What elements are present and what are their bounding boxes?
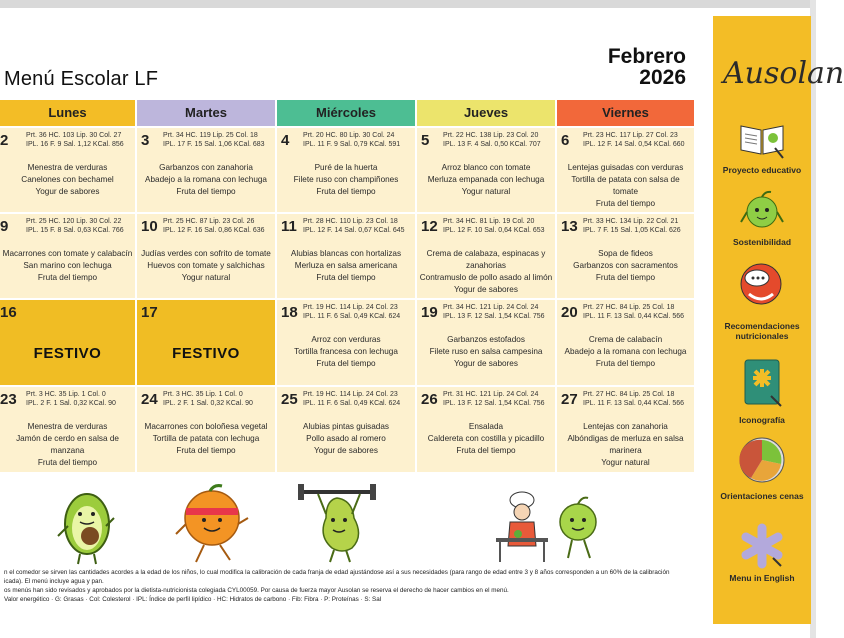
sidebar-item-recomendaciones[interactable] <box>713 260 811 342</box>
nutrition-info <box>26 390 138 408</box>
nutrition-info <box>163 131 275 149</box>
day-header-viernes: Viernes <box>557 100 694 126</box>
nutrition-line: IPL. 11 F. 13 Sal. 0,44 KCal. 566 <box>583 313 685 320</box>
day-number: 10 <box>141 218 158 235</box>
day-number: 12 <box>421 218 438 235</box>
nutrition-line: Prt. 3 HC. 35 Lip. 1 Col. 0 <box>26 391 106 398</box>
day-header-miércoles: Miércoles <box>277 100 415 126</box>
dish-list <box>559 421 692 469</box>
sidebar-item-label: Sostenibilidad <box>732 237 792 247</box>
festivo-label: FESTIVO <box>172 345 240 362</box>
nutrition-line: IPL. 12 F. 14 Sal. 0,54 KCal. 660 <box>583 141 685 148</box>
dish-item: Fruta del tiempo <box>37 273 98 282</box>
page-top-border <box>0 0 816 8</box>
dish-item: Arroz blanco con tomate <box>441 163 531 172</box>
nutrition-line: Prt. 34 HC. 121 Lip. 24 Col. 24 <box>443 304 539 311</box>
day-number: 4 <box>281 132 290 149</box>
nutrition-info <box>303 131 415 149</box>
nutrition-info <box>443 217 555 235</box>
nutrition-info <box>303 303 415 321</box>
day-number: 25 <box>281 391 298 408</box>
sidebar-item-label: Proyecto educativo <box>722 165 802 175</box>
dish-item: Fruta del tiempo <box>595 359 656 368</box>
footer-line: os menús han sido revisados y aprobados por la dietista-nutricionista colegiada CYL00059. Por causa de fuerza mayor Ausolan se reserva el derecho de hacer cambios en el menú. <box>4 587 509 594</box>
nutrition-line: Prt. 25 HC. 87 Lip. 23 Col. 26 <box>163 218 255 225</box>
nutrition-line: Prt. 3 HC. 35 Lip. 1 Col. 0 <box>163 391 243 398</box>
ausolan-logo: Ausolan <box>723 56 844 91</box>
dish-item: Yogur natural <box>181 273 231 282</box>
day-cell <box>0 387 135 472</box>
nutrition-info <box>583 131 695 149</box>
festivo-label: FESTIVO <box>33 345 102 362</box>
month-name: Febrero <box>607 45 686 68</box>
day-cell <box>417 300 555 385</box>
sidebar <box>713 16 844 624</box>
day-header-jueves: Jueves <box>417 100 555 126</box>
nutrition-line: IPL. 16 F. 9 Sal. 1,12 KCal. 856 <box>26 141 124 148</box>
day-cell <box>277 214 415 298</box>
dish-item: Alubias blancas con hortalizas <box>290 249 402 258</box>
nutrition-line: IPL. 13 F. 4 Sal. 0,50 KCal. 707 <box>443 141 541 148</box>
day-cell <box>277 128 415 212</box>
dish-item: Fruta del tiempo <box>316 273 376 282</box>
dish-item: Garbanzos estofados <box>447 335 525 344</box>
dish-item: Judías verdes con sofrito de tomate <box>141 249 271 258</box>
day-cell <box>417 128 555 212</box>
asterisk-icon <box>737 524 787 568</box>
chef-and-apple-icon <box>496 492 596 562</box>
orange-mascot-icon <box>176 486 248 562</box>
nutrition-line: IPL. 11 F. 9 Sal. 0,79 KCal. 591 <box>303 141 401 148</box>
nutrition-info <box>163 390 275 408</box>
day-cell <box>137 387 275 472</box>
day-number: 9 <box>0 218 9 235</box>
sidebar-item-iconografia[interactable] <box>713 356 811 425</box>
nutrition-line: IPL. 13 F. 12 Sal. 1,54 KCal. 756 <box>443 400 545 407</box>
day-number: 20 <box>561 304 578 321</box>
dish-item: Lentejas con zanahoria <box>583 422 668 431</box>
dish-item: Fruta del tiempo <box>37 458 98 467</box>
footer-line: icada). El menú incluye agua y pan. <box>4 578 104 585</box>
dish-item: Sopa de fideos <box>598 249 653 258</box>
dish-item: Canelones con bechamel <box>21 175 114 184</box>
dish-item: Caldereta con costilla y picadillo <box>427 434 545 443</box>
nutrition-line: Prt. 22 HC. 138 Lip. 23 Col. 20 <box>443 132 539 139</box>
dish-item: Crema de calabaza, espinacas y zanahorias <box>426 249 546 270</box>
dish-list <box>139 248 273 284</box>
iconography-icon <box>737 356 787 410</box>
nutrition-line: Prt. 36 HC. 103 Lip. 30 Col. 27 <box>26 132 122 139</box>
nutrition-line: IPL. 11 F. 6 Sal. 0,49 KCal. 624 <box>303 400 401 407</box>
day-number: 17 <box>141 304 158 321</box>
pear-mascot-icon <box>298 484 376 562</box>
month-label <box>590 46 686 88</box>
avocado-mascot-icon <box>58 494 114 564</box>
dish-item: Menestra de verduras <box>27 422 108 431</box>
nutrition-line: IPL. 2 F. 1 Sal. 0,32 KCal. 90 <box>26 400 116 407</box>
mascots-illustration <box>0 478 700 568</box>
dish-item: Fruta del tiempo <box>456 446 516 455</box>
dish-item: Lentejas guisadas con verduras <box>567 163 684 172</box>
dish-list <box>559 248 692 284</box>
nutrition-line: Prt. 20 HC. 80 Lip. 30 Col. 24 <box>303 132 395 139</box>
dish-item: San marino con lechuga <box>23 261 112 270</box>
day-number: 5 <box>421 132 430 149</box>
day-cell <box>0 214 135 298</box>
day-number: 18 <box>281 304 298 321</box>
nutrition-line: IPL. 11 F. 13 Sal. 0,44 KCal. 566 <box>583 400 685 407</box>
day-number: 19 <box>421 304 438 321</box>
nutrition-info <box>583 390 695 408</box>
nutrition-info <box>26 217 138 235</box>
dish-list <box>419 248 553 296</box>
day-cell <box>557 387 694 472</box>
dish-item: Filete ruso con champiñones <box>293 175 399 184</box>
dish-item: Fruta del tiempo <box>595 199 656 208</box>
sidebar-item-proyecto-educativo[interactable] <box>713 116 811 175</box>
sidebar-item-label: Menu in English <box>729 573 795 583</box>
dish-list <box>279 248 413 284</box>
dish-item: Tortilla francesa con lechuga <box>294 347 398 356</box>
nutrition-line: IPL. 12 F. 14 Sal. 0,67 KCal. 645 <box>303 227 405 234</box>
day-number: 2 <box>0 132 9 149</box>
plate-icon <box>737 434 787 486</box>
day-cell <box>417 214 555 298</box>
book-icon <box>737 116 787 160</box>
nutrition-line: Prt. 27 HC. 84 Lip. 25 Col. 18 <box>583 304 675 311</box>
sidebar-item-label: Orientaciones cenas <box>720 491 804 501</box>
dish-item: Contramuslo de pollo asado al limón <box>419 273 553 282</box>
footer-line: Valor energético · G: Grasas · Col: Colesterol · IPL: Índice de perfil lipídico · HC: Hidratos de carbono · Fib: Fibra · P: Proteínas · S: Sal <box>4 596 382 603</box>
dish-item: Ensalada <box>468 422 504 431</box>
sidebar-item-sostenibilidad[interactable] <box>713 188 811 247</box>
dish-list <box>559 334 692 370</box>
day-number: 3 <box>141 132 150 149</box>
dish-item: Fruta del tiempo <box>176 187 236 196</box>
dish-item: Menestra de verduras <box>27 163 108 172</box>
nutrition-info <box>443 131 555 149</box>
nutrition-info <box>443 390 555 408</box>
nutrition-line: IPL. 17 F. 15 Sal. 1,06 KCal. 683 <box>163 141 265 148</box>
nutrition-line: Prt. 31 HC. 121 Lip. 24 Col. 24 <box>443 391 539 398</box>
dish-list <box>2 248 133 284</box>
dish-item: Crema de calabacín <box>588 335 663 344</box>
day-cell <box>417 387 555 472</box>
dish-item: Yogur de sabores <box>314 446 378 455</box>
dish-list <box>419 334 553 370</box>
dish-item: Garbanzos con sacramentos <box>573 261 678 270</box>
day-cell <box>0 128 135 212</box>
day-cell <box>557 128 694 212</box>
day-header-martes: Martes <box>137 100 275 126</box>
mascots-icon <box>0 478 700 568</box>
dish-item: Abadejo a la romana con lechuga <box>145 175 267 184</box>
footer-notes <box>4 568 704 604</box>
dish-item: Fruta del tiempo <box>316 359 376 368</box>
day-cell <box>137 128 275 212</box>
dish-list <box>279 162 413 198</box>
nutrition-line: Prt. 33 HC. 134 Lip. 22 Col. 21 <box>583 218 679 225</box>
dish-item: Merluza en salsa americana <box>294 261 398 270</box>
dish-item: Yogur natural <box>461 187 511 196</box>
day-number: 6 <box>561 132 570 149</box>
dish-item: Fruta del tiempo <box>176 446 236 455</box>
dish-list <box>279 334 413 370</box>
dish-item: Albóndigas de merluza en salsa marinera <box>567 434 684 455</box>
nutrition-line: Prt. 19 HC. 114 Lip. 24 Col. 23 <box>303 391 398 398</box>
dish-item: Yogur natural <box>601 458 650 467</box>
day-number: 27 <box>561 391 578 408</box>
day-number: 26 <box>421 391 438 408</box>
dish-list <box>139 421 273 457</box>
nutrition-info <box>303 217 415 235</box>
day-number: 13 <box>561 218 578 235</box>
dish-item: Yogur de sabores <box>35 187 100 196</box>
dish-item: Huevos con tomate y salchichas <box>147 261 265 270</box>
apple-mascot-icon <box>737 188 787 232</box>
nutrition-info <box>163 217 275 235</box>
nutrition-line: IPL. 13 F. 12 Sal. 1,54 KCal. 756 <box>443 313 545 320</box>
dish-item: Yogur de sabores <box>454 359 518 368</box>
dish-list <box>559 162 692 210</box>
year-label: 2026 <box>639 66 686 89</box>
nutrition-line: Prt. 34 HC. 119 Lip. 25 Col. 18 <box>163 132 258 139</box>
nutrition-info <box>583 217 695 235</box>
day-number: 24 <box>141 391 158 408</box>
dish-list <box>419 421 553 457</box>
sidebar-item-label: Iconografía <box>739 415 785 425</box>
dish-item: Merluza empanada con lechuga <box>427 175 545 184</box>
dish-list <box>419 162 553 198</box>
sidebar-item-orientaciones-cenas[interactable] <box>713 434 811 501</box>
day-number: 16 <box>0 304 17 321</box>
day-cell <box>557 300 694 385</box>
nutrition-line: IPL. 7 F. 15 Sal. 1,05 KCal. 626 <box>583 227 681 234</box>
nutrition-info <box>303 390 415 408</box>
day-cell <box>277 387 415 472</box>
dish-item: Yogur de sabores <box>454 285 518 294</box>
dish-item: Pollo asado al romero <box>306 434 386 443</box>
dish-list <box>279 421 413 457</box>
dish-list <box>2 162 133 198</box>
footer-line: n el comedor se sirven las cantidades acordes a la edad de los niños, lo cual modifica la calibración de cada franja de edad ajustándose así a sus necesidades (para rango de edad entre 3 y 8 años corresponden a un 60% de la calibración <box>4 569 670 576</box>
nutrition-info <box>26 131 138 149</box>
dish-item: Fruta del tiempo <box>316 187 376 196</box>
sidebar-item-label: Recomendaciones nutricionales <box>724 321 800 341</box>
dish-item: Fruta del tiempo <box>595 273 656 282</box>
nutrition-info <box>583 303 695 321</box>
dish-item: Jamón de cerdo en salsa de manzana <box>16 434 119 455</box>
day-cell <box>557 214 694 298</box>
nutrition-line: Prt. 19 HC. 114 Lip. 24 Col. 23 <box>303 304 398 311</box>
day-cell <box>137 214 275 298</box>
nutrition-line: IPL. 11 F. 6 Sal. 0,49 KCal. 624 <box>303 313 401 320</box>
nutrition-line: Prt. 25 HC. 120 Lip. 30 Col. 22 <box>26 218 122 225</box>
dish-item: Puré de la huerta <box>314 163 378 172</box>
dish-item: Filete ruso en salsa campesina <box>429 347 543 356</box>
nutrition-line: Prt. 34 HC. 81 Lip. 19 Col. 20 <box>443 218 535 225</box>
dish-list <box>2 421 133 469</box>
nutrition-line: IPL. 12 F. 16 Sal. 0,86 KCal. 636 <box>163 227 265 234</box>
speech-bubble-icon <box>737 260 787 316</box>
day-number: 23 <box>0 391 17 408</box>
dish-item: Abadejo a la romana con lechuga <box>564 347 687 356</box>
day-cell <box>277 300 415 385</box>
nutrition-info <box>443 303 555 321</box>
nutrition-line: IPL. 2 F. 1 Sal. 0,32 KCal. 90 <box>163 400 253 407</box>
dish-item: Garbanzos con zanahoria <box>159 163 253 172</box>
sidebar-item-menu-english[interactable] <box>713 524 811 583</box>
day-header-lunes: Lunes <box>0 100 135 126</box>
dish-item: Macarrones con tomate y calabacín <box>2 249 133 258</box>
dish-item: Macarrones con boloñesa vegetal <box>144 422 268 431</box>
day-number: 11 <box>281 218 297 235</box>
nutrition-line: Prt. 28 HC. 110 Lip. 23 Col. 18 <box>303 218 398 225</box>
menu-calendar-grid <box>0 100 694 472</box>
day-cell <box>137 300 275 385</box>
nutrition-line: IPL. 12 F. 10 Sal. 0,64 KCal. 653 <box>443 227 545 234</box>
dish-item: Alubias pintas guisadas <box>302 422 390 431</box>
dish-list <box>139 162 273 198</box>
nutrition-line: IPL. 15 F. 8 Sal. 0,63 KCal. 766 <box>26 227 124 234</box>
page-title: Menú Escolar LF <box>4 68 159 90</box>
dish-item: Tortilla de patata con salsa de tomate <box>571 175 680 196</box>
dish-item: Tortilla de patata con lechuga <box>152 434 260 443</box>
day-cell <box>0 300 135 385</box>
nutrition-line: Prt. 27 HC. 84 Lip. 25 Col. 18 <box>583 391 675 398</box>
nutrition-line: Prt. 23 HC. 117 Lip. 27 Col. 23 <box>583 132 678 139</box>
dish-item: Arroz con verduras <box>311 335 381 344</box>
